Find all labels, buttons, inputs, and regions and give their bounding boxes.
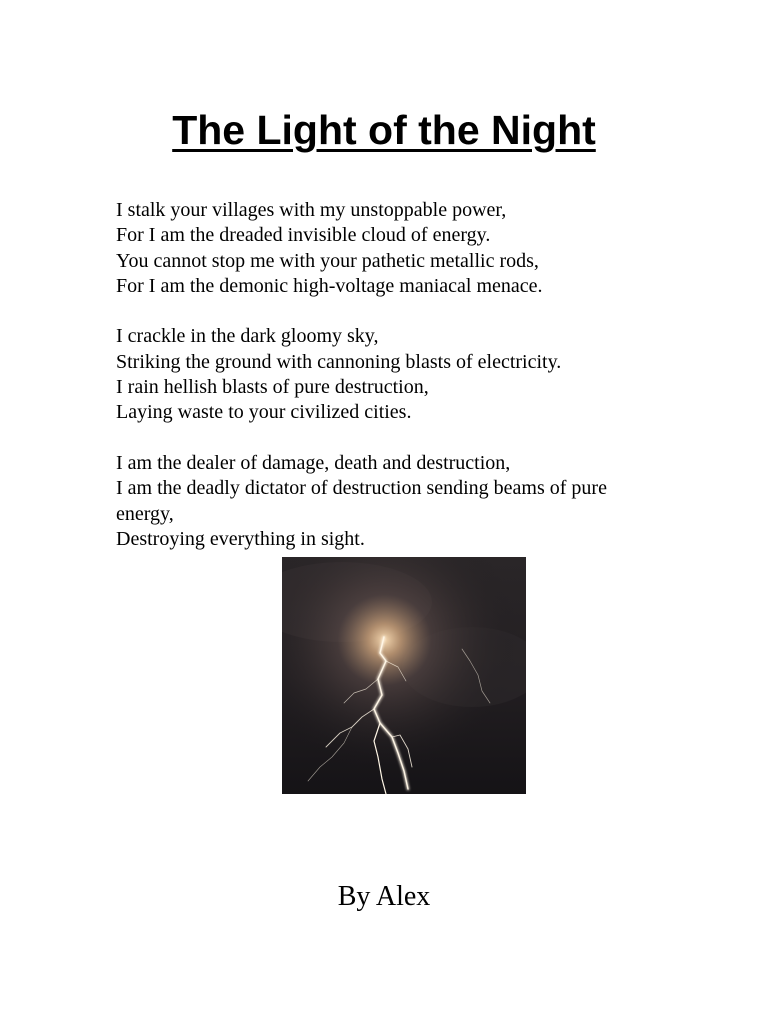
stanza-3: [116, 451, 656, 552]
poem-body: [116, 198, 656, 552]
poem-line: I am the dealer of damage, death and destruction,: [116, 451, 511, 474]
stanza-1: [116, 198, 656, 299]
stanza-2: [116, 324, 656, 425]
poem-line: Destroying everything in sight.: [116, 527, 365, 550]
poem-title: [0, 104, 768, 156]
poem-line: I am the deadly dictator of destruction sending beams of pure energy,: [116, 477, 607, 525]
poem-title-text: The Light of the Night: [172, 107, 596, 153]
poem-line: For I am the dreaded invisible cloud of energy.: [116, 224, 491, 247]
lightning-icon: [282, 557, 526, 794]
poem-line: I stalk your villages with my unstoppable power,: [116, 199, 507, 221]
poem-line: You cannot stop me with your pathetic metallic rods,: [116, 249, 539, 272]
poem-line: I crackle in the dark gloomy sky,: [116, 325, 379, 348]
poem-line: Striking the ground with cannoning blasts of electricity.: [116, 350, 562, 373]
poem-line: For I am the demonic high-voltage maniacal menace.: [116, 274, 543, 297]
image-glow: [282, 557, 526, 794]
poem-line: I rain hellish blasts of pure destruction,: [116, 376, 429, 399]
author-byline: By Alex: [337, 881, 431, 912]
poem-line: Laying waste to your civilized cities.: [116, 401, 412, 424]
